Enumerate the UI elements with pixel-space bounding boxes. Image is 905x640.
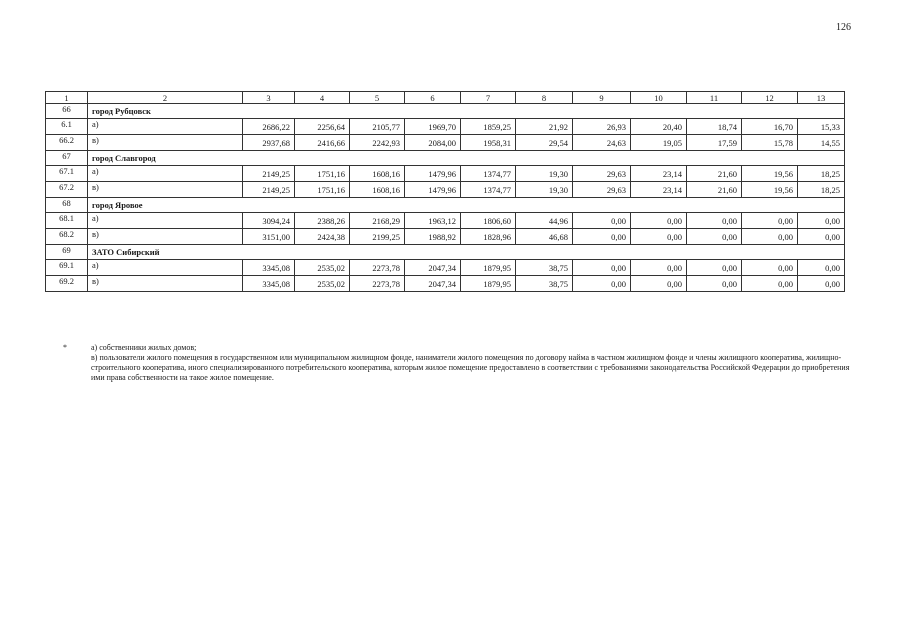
value-cell: 0,00 bbox=[798, 260, 845, 276]
row-category: в) bbox=[88, 229, 243, 245]
section-row bbox=[46, 245, 845, 260]
section-row bbox=[46, 151, 845, 166]
value-cell: 20,40 bbox=[631, 119, 687, 135]
value-cell: 0,00 bbox=[687, 260, 742, 276]
column-header: 10 bbox=[631, 92, 687, 104]
value-cell: 2149,25 bbox=[243, 166, 295, 182]
footnote-line-b: в) пользователи жилого помещения в государственном или муниципальном жилищном фонде, наниматели жилого помещения по договору найма в частном жилищном фонде и члены жилищного кооператива, жилищно-строительного кооператива, иного специализированного потребительского кооператива, которым жилое помещение предоставлено в соответствии с требованиями законодательства Российской Федерации до приобретения ими права собственности на такое жилое помещение. bbox=[91, 353, 850, 382]
value-cell: 26,93 bbox=[573, 119, 631, 135]
row-number: 69.1 bbox=[46, 260, 88, 276]
value-cell: 18,25 bbox=[798, 166, 845, 182]
value-cell: 2535,02 bbox=[295, 260, 350, 276]
tariff-table bbox=[45, 91, 845, 292]
value-cell: 18,74 bbox=[687, 119, 742, 135]
value-cell: 2416,66 bbox=[295, 135, 350, 151]
row-number: 67.2 bbox=[46, 182, 88, 198]
table-row bbox=[46, 260, 845, 276]
value-cell: 16,70 bbox=[742, 119, 798, 135]
value-cell: 38,75 bbox=[516, 260, 573, 276]
value-cell: 1374,77 bbox=[461, 182, 516, 198]
value-cell: 0,00 bbox=[687, 229, 742, 245]
value-cell: 0,00 bbox=[742, 229, 798, 245]
section-title: ЗАТО Сибирский bbox=[88, 245, 845, 260]
value-cell: 2047,34 bbox=[405, 276, 461, 292]
value-cell: 0,00 bbox=[742, 213, 798, 229]
value-cell: 14,55 bbox=[798, 135, 845, 151]
column-header: 11 bbox=[687, 92, 742, 104]
value-cell: 17,59 bbox=[687, 135, 742, 151]
row-number: 6.1 bbox=[46, 119, 88, 135]
footnote-mark: * bbox=[63, 343, 67, 352]
value-cell: 1751,16 bbox=[295, 166, 350, 182]
value-cell: 0,00 bbox=[573, 260, 631, 276]
value-cell: 23,14 bbox=[631, 166, 687, 182]
section-title: город Рубцовск bbox=[88, 104, 845, 119]
table-row bbox=[46, 119, 845, 135]
value-cell: 0,00 bbox=[798, 276, 845, 292]
value-cell: 1374,77 bbox=[461, 166, 516, 182]
value-cell: 21,92 bbox=[516, 119, 573, 135]
row-category: а) bbox=[88, 119, 243, 135]
value-cell: 2256,64 bbox=[295, 119, 350, 135]
value-cell: 2084,00 bbox=[405, 135, 461, 151]
value-cell: 15,78 bbox=[742, 135, 798, 151]
header-row bbox=[46, 92, 845, 104]
value-cell: 1806,60 bbox=[461, 213, 516, 229]
value-cell: 0,00 bbox=[631, 213, 687, 229]
value-cell: 2199,25 bbox=[350, 229, 405, 245]
section-number: 66 bbox=[46, 104, 88, 119]
value-cell: 19,05 bbox=[631, 135, 687, 151]
value-cell: 2273,78 bbox=[350, 260, 405, 276]
section-row bbox=[46, 104, 845, 119]
value-cell: 44,96 bbox=[516, 213, 573, 229]
value-cell: 1828,96 bbox=[461, 229, 516, 245]
value-cell: 15,33 bbox=[798, 119, 845, 135]
column-header: 6 bbox=[405, 92, 461, 104]
value-cell: 3345,08 bbox=[243, 276, 295, 292]
value-cell: 1958,31 bbox=[461, 135, 516, 151]
value-cell: 21,60 bbox=[687, 166, 742, 182]
value-cell: 46,68 bbox=[516, 229, 573, 245]
value-cell: 0,00 bbox=[631, 276, 687, 292]
value-cell: 0,00 bbox=[742, 276, 798, 292]
row-category: а) bbox=[88, 166, 243, 182]
value-cell: 18,25 bbox=[798, 182, 845, 198]
value-cell: 3151,00 bbox=[243, 229, 295, 245]
value-cell: 19,30 bbox=[516, 166, 573, 182]
footnote-body bbox=[91, 343, 853, 383]
column-header: 5 bbox=[350, 92, 405, 104]
value-cell: 29,63 bbox=[573, 166, 631, 182]
column-header: 12 bbox=[742, 92, 798, 104]
value-cell: 2047,34 bbox=[405, 260, 461, 276]
row-number: 68.1 bbox=[46, 213, 88, 229]
column-header: 9 bbox=[573, 92, 631, 104]
value-cell: 1859,25 bbox=[461, 119, 516, 135]
value-cell: 29,63 bbox=[573, 182, 631, 198]
value-cell: 2168,29 bbox=[350, 213, 405, 229]
value-cell: 2937,68 bbox=[243, 135, 295, 151]
value-cell: 2686,22 bbox=[243, 119, 295, 135]
value-cell: 0,00 bbox=[798, 229, 845, 245]
page-number: 126 bbox=[836, 22, 851, 33]
table-row bbox=[46, 166, 845, 182]
column-header: 13 bbox=[798, 92, 845, 104]
value-cell: 0,00 bbox=[573, 229, 631, 245]
value-cell: 2242,93 bbox=[350, 135, 405, 151]
footnote bbox=[63, 343, 853, 383]
value-cell: 19,56 bbox=[742, 166, 798, 182]
row-number: 67.1 bbox=[46, 166, 88, 182]
value-cell: 1879,95 bbox=[461, 260, 516, 276]
value-cell: 2424,38 bbox=[295, 229, 350, 245]
row-category: а) bbox=[88, 260, 243, 276]
value-cell: 2388,26 bbox=[295, 213, 350, 229]
table-row bbox=[46, 135, 845, 151]
row-category: в) bbox=[88, 135, 243, 151]
value-cell: 2535,02 bbox=[295, 276, 350, 292]
value-cell: 23,14 bbox=[631, 182, 687, 198]
section-number: 69 bbox=[46, 245, 88, 260]
value-cell: 29,54 bbox=[516, 135, 573, 151]
value-cell: 1751,16 bbox=[295, 182, 350, 198]
value-cell: 1608,16 bbox=[350, 166, 405, 182]
value-cell: 1879,95 bbox=[461, 276, 516, 292]
value-cell: 19,30 bbox=[516, 182, 573, 198]
value-cell: 3094,24 bbox=[243, 213, 295, 229]
section-number: 67 bbox=[46, 151, 88, 166]
value-cell: 0,00 bbox=[573, 213, 631, 229]
value-cell: 0,00 bbox=[631, 229, 687, 245]
value-cell: 24,63 bbox=[573, 135, 631, 151]
column-header: 7 bbox=[461, 92, 516, 104]
value-cell: 1969,70 bbox=[405, 119, 461, 135]
row-number: 69.2 bbox=[46, 276, 88, 292]
column-header: 8 bbox=[516, 92, 573, 104]
row-number: 66.2 bbox=[46, 135, 88, 151]
value-cell: 1963,12 bbox=[405, 213, 461, 229]
value-cell: 0,00 bbox=[798, 213, 845, 229]
value-cell: 21,60 bbox=[687, 182, 742, 198]
column-header: 1 bbox=[46, 92, 88, 104]
value-cell: 0,00 bbox=[687, 276, 742, 292]
value-cell: 2149,25 bbox=[243, 182, 295, 198]
row-category: в) bbox=[88, 182, 243, 198]
column-header: 2 bbox=[88, 92, 243, 104]
column-header: 3 bbox=[243, 92, 295, 104]
value-cell: 19,56 bbox=[742, 182, 798, 198]
value-cell: 2105,77 bbox=[350, 119, 405, 135]
table-row bbox=[46, 229, 845, 245]
footnote-line-a: а) собственники жилых домов; bbox=[91, 343, 197, 352]
column-header: 4 bbox=[295, 92, 350, 104]
value-cell: 1479,96 bbox=[405, 182, 461, 198]
row-number: 68.2 bbox=[46, 229, 88, 245]
value-cell: 0,00 bbox=[573, 276, 631, 292]
section-row bbox=[46, 198, 845, 213]
value-cell: 0,00 bbox=[687, 213, 742, 229]
value-cell: 1608,16 bbox=[350, 182, 405, 198]
value-cell: 0,00 bbox=[742, 260, 798, 276]
value-cell: 2273,78 bbox=[350, 276, 405, 292]
value-cell: 0,00 bbox=[631, 260, 687, 276]
row-category: в) bbox=[88, 276, 243, 292]
value-cell: 3345,08 bbox=[243, 260, 295, 276]
value-cell: 1988,92 bbox=[405, 229, 461, 245]
table-row bbox=[46, 276, 845, 292]
value-cell: 1479,96 bbox=[405, 166, 461, 182]
table-row bbox=[46, 182, 845, 198]
row-category: а) bbox=[88, 213, 243, 229]
value-cell: 38,75 bbox=[516, 276, 573, 292]
section-title: город Яровое bbox=[88, 198, 845, 213]
section-number: 68 bbox=[46, 198, 88, 213]
table-row bbox=[46, 213, 845, 229]
section-title: город Славгород bbox=[88, 151, 845, 166]
table-body bbox=[46, 104, 845, 292]
